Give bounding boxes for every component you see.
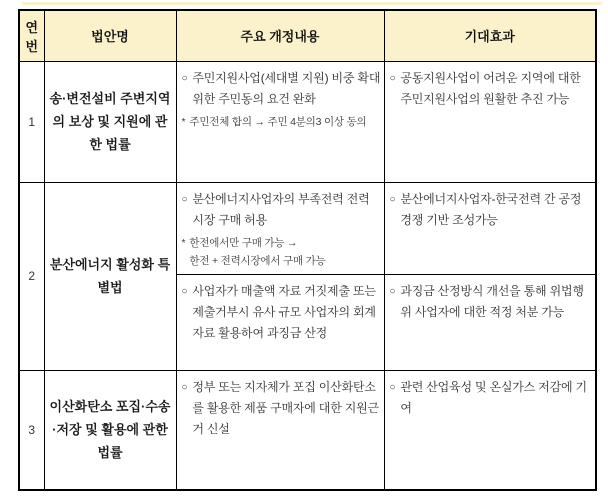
circle-bullet-icon: ○ — [181, 193, 188, 205]
effect-cell — [384, 274, 596, 370]
row-number: 1 — [19, 61, 44, 182]
effect-cell — [384, 370, 596, 490]
table-row — [19, 182, 596, 274]
bullet-item — [182, 377, 381, 440]
header-effect: 기대효과 — [384, 10, 596, 61]
bullet-text: 분산에너지사업자의 부족전력 전력시장 구매 허용 — [192, 191, 370, 227]
note-text — [189, 113, 380, 131]
amendment-cell — [176, 182, 384, 274]
amendment-cell — [176, 370, 384, 490]
note-line: 한전 + 전력시장에서 구매 가능 — [189, 254, 326, 267]
effect-cell — [384, 182, 596, 274]
bullet-text: 분산에너지사업자-한국전력 간 공정경쟁 기반 조성가능 — [400, 191, 582, 227]
bill-name: 이산화탄소 포집·수송·저장 및 활용에 관한 법률 — [44, 370, 176, 490]
bill-name: 분산에너지 활성화 특별법 — [44, 182, 176, 370]
bullet-item — [390, 68, 593, 110]
note-line: 한전에서만 구매 가능 → — [189, 236, 298, 249]
note-text — [189, 234, 380, 270]
row-number: 3 — [19, 370, 44, 490]
table-row — [19, 61, 596, 182]
cropped-row-remnant — [22, 2, 602, 5]
circle-bullet-icon: ○ — [181, 72, 188, 84]
bullet-text: 정부 또는 지자체가 포집 이산화탄소를 활용한 제품 구매자에 대한 지원근거 신설 — [192, 379, 379, 436]
asterisk-icon: * — [181, 115, 186, 128]
header-bill-name: 법안명 — [44, 10, 176, 61]
bullet-text: 공동지원사업이 어려운 지역에 대한 주민지원사업의 원활한 추진 가능 — [400, 70, 581, 106]
effect-cell — [384, 61, 596, 182]
header-amendment: 주요 개정내용 — [176, 10, 384, 61]
bullet-item — [390, 189, 593, 231]
note-item — [182, 113, 381, 131]
amendment-cell — [176, 61, 384, 182]
bullet-text: 관련 산업육성 및 온실가스 저감에 기여 — [400, 379, 587, 415]
circle-bullet-icon: ○ — [389, 285, 396, 297]
bullet-text: 사업자가 매출액 자료 거짓제출 또는 제출거부시 유사 규모 사업자의 회계자료 활용하여 과징금 산정 — [192, 283, 376, 340]
bullet-item — [390, 281, 593, 323]
table-header-row — [19, 10, 596, 61]
circle-bullet-icon: ○ — [389, 72, 396, 84]
circle-bullet-icon: ○ — [181, 285, 188, 297]
bullet-item — [182, 68, 381, 110]
table-row — [19, 370, 596, 490]
bills-table — [18, 9, 597, 491]
note-item — [182, 234, 381, 270]
asterisk-icon: * — [181, 236, 186, 249]
header-no: 연번 — [19, 10, 44, 61]
row-number: 2 — [19, 182, 44, 370]
circle-bullet-icon: ○ — [181, 381, 188, 393]
bullet-text: 과징금 산정방식 개선을 통해 위법행위 사업자에 대한 적정 처분 가능 — [400, 283, 584, 319]
amendment-cell — [176, 274, 384, 370]
bullet-item — [390, 377, 593, 419]
circle-bullet-icon: ○ — [389, 193, 396, 205]
bullet-item — [182, 281, 381, 344]
bullet-text: 주민지원사업(세대별 지원) 비중 확대 위한 주민동의 요건 완화 — [192, 70, 381, 106]
circle-bullet-icon: ○ — [389, 381, 396, 393]
bill-name: 송·변전설비 주변지역의 보상 및 지원에 관한 법률 — [44, 61, 176, 182]
note-line: 주민전체 합의 → 주민 4분의3 이상 동의 — [189, 115, 367, 128]
bullet-item — [182, 189, 381, 231]
